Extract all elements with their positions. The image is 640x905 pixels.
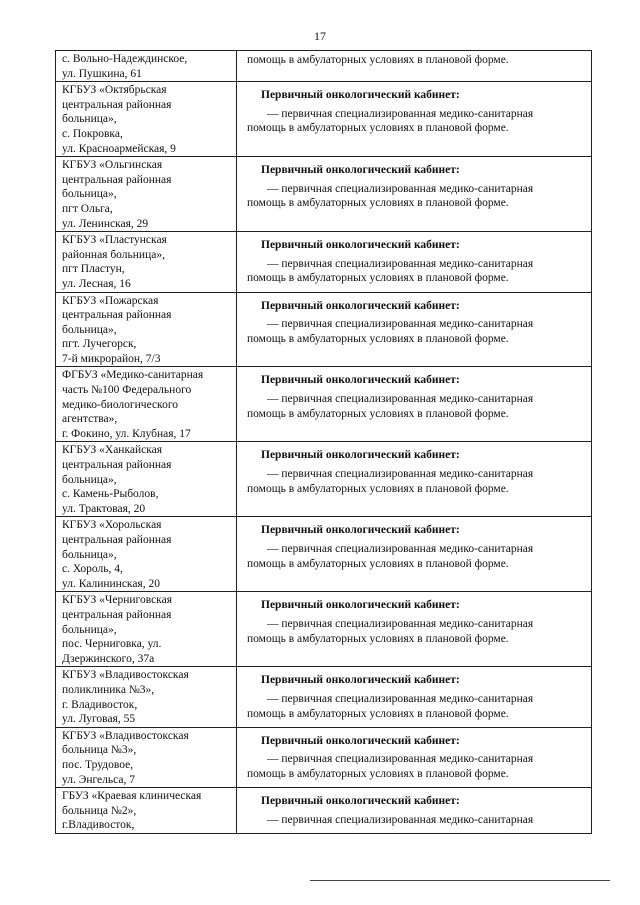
facility-line: центральная районная xyxy=(62,459,172,472)
facility-cell xyxy=(56,51,237,82)
facility-line: с. Камень-Рыболов, xyxy=(62,488,159,501)
table-row xyxy=(56,292,592,367)
facility-line: ул. Трактовая, 20 xyxy=(62,502,146,515)
facility-line: Дзержинского, 37а xyxy=(62,652,155,665)
service-line: — первичная специализированная медико-санитарная xyxy=(267,257,534,270)
service-cell xyxy=(237,727,592,787)
facility-line: г.Владивосток, xyxy=(62,819,135,832)
service-cell xyxy=(237,292,592,367)
service-line: — первичная специализированная медико-санитарная xyxy=(267,543,534,555)
facility-line: ул. Красноармейская, 9 xyxy=(62,142,176,155)
facility-line: КГБУЗ «Октябрьская xyxy=(62,84,167,97)
service-cell xyxy=(237,517,592,592)
service-line: помощь в амбулаторных условиях в плановой форме. xyxy=(247,407,509,420)
facility-line: 7-й микрорайон, 7/3 xyxy=(62,352,161,365)
facility-cell xyxy=(56,157,237,232)
facility-cell xyxy=(56,517,237,592)
bottom-rule xyxy=(310,880,610,881)
facility-line: ул. Лесная, 16 xyxy=(62,277,131,290)
service-cell xyxy=(237,51,592,82)
facilities-table xyxy=(55,50,592,834)
facility-line: поликлиника №3», xyxy=(62,683,155,696)
cabinet-heading: Первичный онкологический кабинет: xyxy=(261,734,460,747)
service-line: — первичная специализированная медико-санитарная xyxy=(267,813,534,826)
facility-cell xyxy=(56,292,237,367)
service-cell xyxy=(237,592,592,667)
service-cell xyxy=(237,667,592,727)
facility-line: районная больница», xyxy=(62,248,165,261)
table-row xyxy=(56,667,592,727)
table-row xyxy=(56,367,592,442)
cabinet-heading: Первичный онкологический кабинет: xyxy=(261,89,460,102)
cabinet-heading: Первичный онкологический кабинет: xyxy=(261,299,460,312)
facility-line: ФГБУЗ «Медико-санитарная xyxy=(62,369,204,382)
facility-line: КГБУЗ «Ханкайская xyxy=(62,444,163,457)
facility-line: больница», xyxy=(62,473,117,486)
cabinet-heading: Первичный онкологический кабинет: xyxy=(261,524,460,537)
service-cell xyxy=(237,232,592,292)
service-line: помощь в амбулаторных условиях в плановой форме. xyxy=(247,557,509,570)
facility-cell xyxy=(56,367,237,442)
table-row xyxy=(56,157,592,232)
facility-line: КГБУЗ «Владивостокская xyxy=(62,729,189,742)
table-row xyxy=(56,788,592,834)
facility-line: пгт. Лучегорск, xyxy=(62,338,137,351)
service-line: — первичная специализированная медико-санитарная xyxy=(267,107,534,120)
service-line: помощь в амбулаторных условиях в плановой форме. xyxy=(247,332,509,345)
service-line: помощь в амбулаторных условиях в плановой форме. xyxy=(247,122,509,135)
service-line: — первичная специализированная медико-санитарная xyxy=(267,393,534,406)
facility-cell xyxy=(56,442,237,517)
facility-line: центральная районная xyxy=(62,534,172,546)
cabinet-heading: Первичный онкологический кабинет: xyxy=(261,374,460,387)
facility-line: г. Фокино, ул. Клубная, 17 xyxy=(62,427,191,440)
service-line: помощь в амбулаторных условиях в плановой форме. xyxy=(247,767,509,780)
facility-line: центральная районная xyxy=(62,173,172,186)
facility-line: КГБУЗ «Владивостокская xyxy=(62,669,189,682)
service-line: — первичная специализированная медико-санитарная xyxy=(267,753,534,766)
facility-line: с. Покровка, xyxy=(62,127,123,140)
facility-line: часть №100 Федерального xyxy=(62,384,192,397)
facility-cell xyxy=(56,788,237,834)
service-cell xyxy=(237,788,592,834)
table-row xyxy=(56,82,592,157)
facility-line: больница №2», xyxy=(62,804,137,817)
facility-line: пгт Пластун, xyxy=(62,263,125,276)
service-line: помощь в амбулаторных условиях в плановой форме. xyxy=(247,707,509,720)
table-row xyxy=(56,592,592,667)
cabinet-heading: Первичный онкологический кабинет: xyxy=(261,449,460,462)
service-line: помощь в амбулаторных условиях в плановой форме. xyxy=(247,197,509,210)
cabinet-heading: Первичный онкологический кабинет: xyxy=(261,239,460,252)
service-line: помощь в амбулаторных условиях в плановой форме. xyxy=(247,482,509,495)
page-number: 17 xyxy=(314,29,326,43)
facility-line: с. Хороль, 4, xyxy=(62,563,123,576)
facility-line: ул. Луговая, 55 xyxy=(62,713,136,726)
facility-line: КГБУЗ «Пластунская xyxy=(62,234,167,247)
service-line: — первичная специализированная медико-санитарная xyxy=(267,617,534,630)
cabinet-heading: Первичный онкологический кабинет: xyxy=(261,599,460,612)
facility-line: больница», xyxy=(62,623,117,636)
facility-line: ул. Ленинская, 29 xyxy=(62,217,149,230)
facility-line: медико-биологического xyxy=(62,398,178,411)
service-cell xyxy=(237,157,592,232)
table-row xyxy=(56,727,592,787)
facility-cell xyxy=(56,667,237,727)
facility-line: пос. Черниговка, ул. xyxy=(62,638,162,651)
table-row xyxy=(56,232,592,292)
table-row xyxy=(56,517,592,592)
service-line: — первичная специализированная медико-санитарная xyxy=(267,692,534,705)
facility-line: пгт Ольга, xyxy=(62,202,113,215)
cabinet-heading: Первичный онкологический кабинет: xyxy=(261,795,460,808)
service-cell xyxy=(237,442,592,517)
facility-line: КГБУЗ «Черниговская xyxy=(62,594,172,607)
facility-cell xyxy=(56,592,237,667)
service-line: — первичная специализированная медико-санитарная xyxy=(267,468,534,481)
facility-cell xyxy=(56,727,237,787)
facility-line: агентства», xyxy=(62,413,118,426)
table-row xyxy=(56,442,592,517)
facility-line: больница», xyxy=(62,323,117,336)
facility-line: г. Владивосток, xyxy=(62,698,138,711)
table-row xyxy=(56,51,592,82)
facility-line: ул. Энгельса, 7 xyxy=(62,773,135,786)
facility-line: больница», xyxy=(62,113,117,126)
facility-line: КГБУЗ «Ольгинская xyxy=(62,159,163,172)
facility-line: ул. Пушкина, 61 xyxy=(62,67,142,80)
service-line: помощь в амбулаторных условиях в плановой форме. xyxy=(247,54,509,66)
service-line: помощь в амбулаторных условиях в плановой форме. xyxy=(247,272,509,285)
service-line: — первичная специализированная медико-санитарная xyxy=(267,182,534,195)
facility-line: пос. Трудовое, xyxy=(62,758,134,771)
service-cell xyxy=(237,367,592,442)
service-line: помощь в амбулаторных условиях в плановой форме. xyxy=(247,632,509,645)
facility-line: КГБУЗ «Пожарская xyxy=(62,294,159,307)
cabinet-heading: Первичный онкологический кабинет: xyxy=(261,164,460,177)
facility-line: ГБУЗ «Краевая клиническая xyxy=(62,790,202,803)
facility-cell xyxy=(56,232,237,292)
table-body xyxy=(56,51,592,834)
facility-line: больница №3», xyxy=(62,744,137,757)
facility-line: ул. Калининская, 20 xyxy=(62,577,160,590)
service-line: — первичная специализированная медико-санитарная xyxy=(267,318,534,331)
facility-line: центральная районная xyxy=(62,608,172,621)
facility-cell xyxy=(56,82,237,157)
facility-line: с. Вольно-Надеждинское, xyxy=(62,53,188,65)
cabinet-heading: Первичный онкологический кабинет: xyxy=(261,674,460,687)
service-cell xyxy=(237,82,592,157)
facility-line: центральная районная xyxy=(62,309,172,322)
facility-line: КГБУЗ «Хорольская xyxy=(62,519,162,532)
facility-line: больница», xyxy=(62,548,117,561)
facility-line: центральная районная xyxy=(62,98,172,111)
facility-line: больница», xyxy=(62,188,117,201)
